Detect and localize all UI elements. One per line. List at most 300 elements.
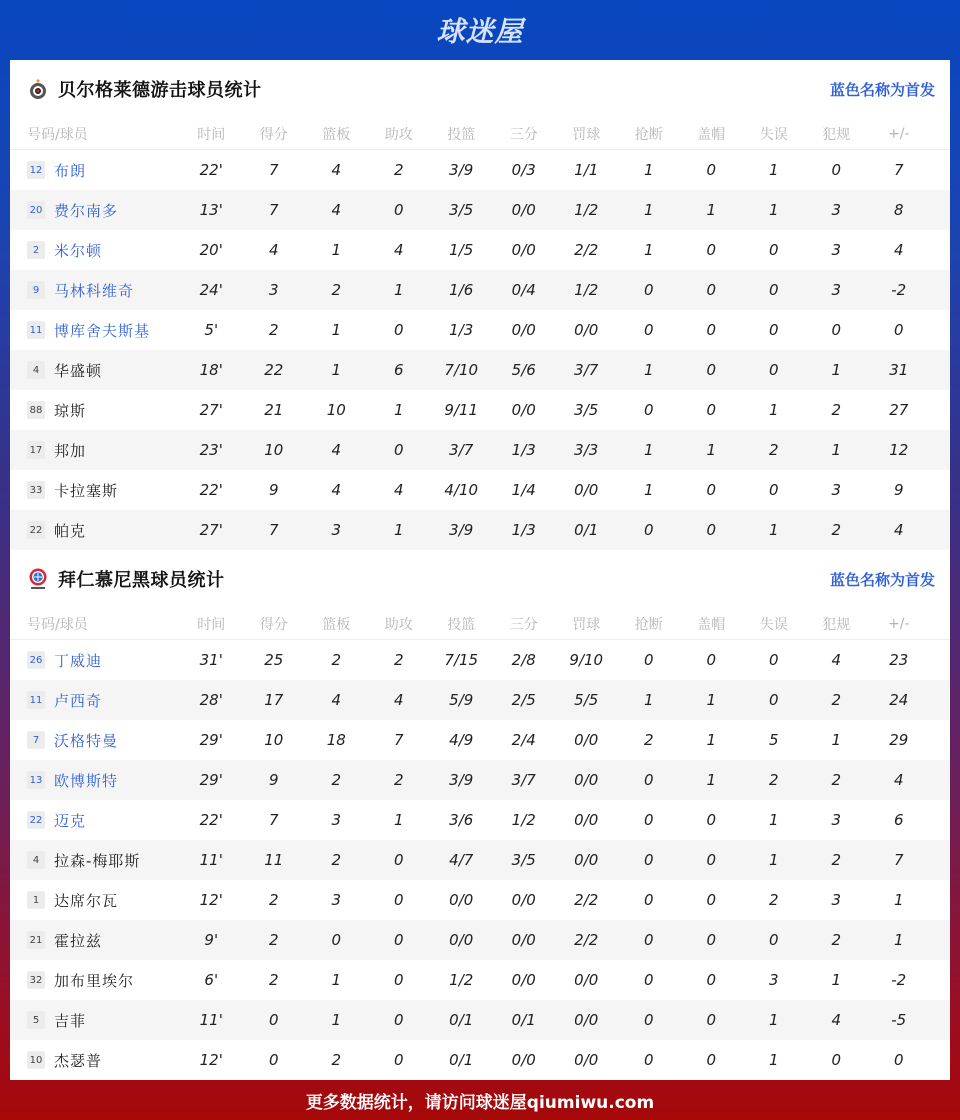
jersey-number: 88: [27, 401, 45, 419]
stat-turnovers: 1: [768, 1051, 779, 1069]
stats-card: [10, 60, 950, 1080]
jersey-number: 9: [27, 281, 45, 299]
player-name[interactable]: 费尔南多: [54, 201, 119, 220]
stat-blocks: 0: [706, 931, 717, 949]
stat-turnovers: 2: [768, 891, 779, 909]
player-row[interactable]: [10, 470, 950, 510]
stat-free-throws: 9/10: [569, 651, 604, 669]
stat-assists: 4: [393, 241, 404, 259]
stat-steals: 0: [643, 811, 654, 829]
stat-points: 9: [268, 481, 279, 499]
stat-points: 17: [264, 691, 284, 709]
jersey-number: 11: [27, 321, 45, 339]
stat-free-throws: 2/2: [574, 891, 599, 909]
stat-rebounds: 2: [331, 771, 342, 789]
jersey-number: 5: [27, 1011, 45, 1029]
stat-turnovers: 0: [768, 481, 779, 499]
stat-blocks: 0: [706, 481, 717, 499]
stat-fouls: 3: [831, 891, 842, 909]
stat-minutes: 12': [199, 1051, 223, 1069]
stat-steals: 0: [643, 521, 654, 539]
stat-fouls: 2: [831, 771, 842, 789]
player-row[interactable]: [10, 270, 950, 310]
stat-three-pointers: 1/2: [511, 811, 536, 829]
player-row[interactable]: [10, 800, 950, 840]
player-row[interactable]: [10, 310, 950, 350]
stat-rebounds: 2: [331, 651, 342, 669]
stat-blocks: 1: [706, 771, 717, 789]
stat-plus-minus: 12: [889, 441, 909, 459]
stat-free-throws: 1/2: [574, 201, 599, 219]
col-header-blocks: 盖帽: [697, 616, 726, 633]
jersey-number: 20: [27, 201, 45, 219]
stat-fouls: 4: [831, 1011, 842, 1029]
jersey-number: 2: [27, 241, 45, 259]
stat-three-pointers: 1/3: [511, 521, 536, 539]
player-name[interactable]: 邦加: [54, 441, 87, 460]
stat-plus-minus: 7: [893, 851, 904, 869]
player-row[interactable]: [10, 390, 950, 430]
col-header-minutes: 时间: [197, 126, 226, 143]
col-header-assists: 助攻: [384, 616, 413, 633]
player-name[interactable]: 博库舍夫斯基: [54, 321, 151, 340]
stat-field-goals: 7/15: [444, 651, 479, 669]
player-row[interactable]: [10, 680, 950, 720]
stat-blocks: 0: [706, 1011, 717, 1029]
player-name[interactable]: 琼斯: [54, 401, 87, 420]
starter-legend: 蓝色名称为首发: [829, 570, 935, 589]
player-name[interactable]: 沃格特曼: [54, 731, 119, 750]
player-name[interactable]: 欧博斯特: [54, 771, 119, 790]
stat-blocks: 0: [706, 971, 717, 989]
col-header-field-goals: 投篮: [447, 126, 476, 143]
stat-field-goals: 0/1: [449, 1051, 474, 1069]
stat-turnovers: 1: [768, 851, 779, 869]
stat-field-goals: 3/7: [449, 441, 474, 459]
stat-blocks: 1: [706, 201, 717, 219]
stat-fouls: 1: [831, 441, 842, 459]
player-name[interactable]: 马林科维奇: [54, 281, 135, 300]
stat-rebounds: 3: [331, 521, 342, 539]
jersey-number: 22: [27, 521, 45, 539]
stat-free-throws: 3/3: [574, 441, 599, 459]
stat-field-goals: 3/9: [449, 521, 474, 539]
stat-steals: 0: [643, 281, 654, 299]
stat-points: 2: [268, 931, 279, 949]
partizan-crest-icon: [28, 78, 48, 100]
stat-field-goals: 3/6: [449, 811, 474, 829]
stat-plus-minus: 29: [889, 731, 909, 749]
stat-three-pointers: 0/0: [511, 931, 536, 949]
stat-plus-minus: 1: [893, 891, 904, 909]
col-header-free-throws: 罚球: [572, 126, 601, 143]
player-name[interactable]: 卡拉塞斯: [54, 481, 119, 500]
stat-plus-minus: 0: [893, 1051, 904, 1069]
stat-rebounds: 4: [331, 481, 342, 499]
stat-fouls: 2: [831, 401, 842, 419]
team-header: [10, 550, 950, 608]
stat-minutes: 22': [199, 161, 223, 179]
stat-free-throws: 0/0: [574, 771, 599, 789]
stat-three-pointers: 0/0: [511, 201, 536, 219]
player-row[interactable]: [10, 350, 950, 390]
stat-rebounds: 1: [331, 321, 342, 339]
stat-three-pointers: 0/0: [511, 891, 536, 909]
stat-field-goals: 1/2: [449, 971, 474, 989]
stat-three-pointers: 1/4: [511, 481, 536, 499]
player-cell: [10, 850, 180, 871]
player-row[interactable]: [10, 190, 950, 230]
stat-turnovers: 3: [768, 971, 779, 989]
stat-field-goals: 4/7: [449, 851, 474, 869]
col-header-minutes: 时间: [197, 616, 226, 633]
stat-steals: 1: [643, 361, 654, 379]
stat-field-goals: 3/5: [449, 201, 474, 219]
stat-rebounds: 1: [331, 361, 342, 379]
jersey-number: 26: [27, 651, 45, 669]
player-row[interactable]: [10, 840, 950, 880]
stat-free-throws: 0/0: [574, 1011, 599, 1029]
player-name[interactable]: 达席尔瓦: [54, 891, 119, 910]
stat-three-pointers: 2/8: [511, 651, 536, 669]
player-row[interactable]: [10, 760, 950, 800]
stat-blocks: 0: [706, 321, 717, 339]
stat-points: 0: [268, 1011, 279, 1029]
stat-blocks: 0: [706, 851, 717, 869]
stat-three-pointers: 0/3: [511, 161, 536, 179]
stat-free-throws: 0/0: [574, 811, 599, 829]
player-row[interactable]: [10, 230, 950, 270]
stat-field-goals: 1/6: [449, 281, 474, 299]
stat-turnovers: 2: [768, 441, 779, 459]
stat-blocks: 0: [706, 891, 717, 909]
jersey-number: 4: [27, 361, 45, 379]
stat-free-throws: 0/0: [574, 1051, 599, 1069]
stat-steals: 0: [643, 1011, 654, 1029]
jersey-number: 10: [27, 1051, 45, 1069]
stat-turnovers: 1: [768, 811, 779, 829]
team-title: 拜仁慕尼黑球员统计: [58, 570, 225, 591]
stat-blocks: 1: [706, 691, 717, 709]
col-header-turnovers: 失误: [759, 126, 788, 143]
stat-blocks: 0: [706, 401, 717, 419]
jersey-number: 32: [27, 971, 45, 989]
stat-free-throws: 2/2: [574, 931, 599, 949]
stat-turnovers: 0: [768, 321, 779, 339]
stat-assists: 1: [393, 521, 404, 539]
stat-steals: 0: [643, 851, 654, 869]
stat-steals: 1: [643, 201, 654, 219]
stat-plus-minus: -2: [891, 281, 907, 299]
jersey-number: 13: [27, 771, 45, 789]
stat-fouls: 0: [831, 161, 842, 179]
stat-fouls: 3: [831, 241, 842, 259]
col-header-assists: 助攻: [384, 126, 413, 143]
stat-field-goals: 4/10: [444, 481, 479, 499]
stat-plus-minus: 27: [889, 401, 909, 419]
stat-turnovers: 1: [768, 161, 779, 179]
stat-rebounds: 1: [331, 241, 342, 259]
stat-fouls: 2: [831, 931, 842, 949]
stat-minutes: 29': [199, 731, 223, 749]
stat-fouls: 2: [831, 851, 842, 869]
stat-fouls: 3: [831, 281, 842, 299]
stat-plus-minus: 7: [893, 161, 904, 179]
stat-rebounds: 4: [331, 161, 342, 179]
stat-assists: 4: [393, 481, 404, 499]
jersey-number: 33: [27, 481, 45, 499]
player-cell: [10, 280, 180, 301]
player-cell: [10, 770, 180, 791]
stat-plus-minus: 8: [893, 201, 904, 219]
player-row[interactable]: [10, 640, 950, 680]
stat-three-pointers: 0/0: [511, 401, 536, 419]
stat-blocks: 0: [706, 241, 717, 259]
stat-plus-minus: 23: [889, 651, 909, 669]
team-title: 贝尔格莱德游击球员统计: [58, 80, 262, 101]
stat-plus-minus: 9: [893, 481, 904, 499]
player-row[interactable]: [10, 960, 950, 1000]
col-header-points: 得分: [259, 126, 288, 143]
player-cell: [10, 810, 180, 831]
stat-blocks: 0: [706, 651, 717, 669]
stat-points: 11: [264, 851, 284, 869]
stat-rebounds: 2: [331, 851, 342, 869]
footer-text: 更多数据统计，请访问球迷屋qiumiwu.com: [305, 1092, 655, 1113]
stat-turnovers: 1: [768, 401, 779, 419]
stat-turnovers: 5: [768, 731, 779, 749]
stat-steals: 1: [643, 161, 654, 179]
player-row[interactable]: [10, 1000, 950, 1040]
bayern-crest-icon: [28, 568, 48, 590]
stat-rebounds: 4: [331, 691, 342, 709]
stat-points: 10: [264, 441, 284, 459]
stat-minutes: 5': [204, 321, 219, 339]
jersey-number: 4: [27, 851, 45, 869]
stat-plus-minus: 4: [893, 521, 904, 539]
player-name[interactable]: 布朗: [54, 161, 87, 180]
stat-three-pointers: 3/7: [511, 771, 536, 789]
jersey-number: 17: [27, 441, 45, 459]
player-name[interactable]: 加布里埃尔: [54, 971, 135, 990]
player-cell: [10, 1010, 180, 1031]
stat-three-pointers: 3/5: [511, 851, 536, 869]
stat-points: 7: [268, 811, 279, 829]
jersey-number: 1: [27, 891, 45, 909]
stat-turnovers: 0: [768, 281, 779, 299]
stat-turnovers: 0: [768, 931, 779, 949]
stat-steals: 2: [643, 731, 654, 749]
stat-assists: 1: [393, 811, 404, 829]
player-cell: [10, 320, 180, 341]
stat-field-goals: 1/5: [449, 241, 474, 259]
stat-fouls: 2: [831, 691, 842, 709]
stat-minutes: 18': [199, 361, 223, 379]
stat-rebounds: 4: [331, 201, 342, 219]
stat-minutes: 27': [199, 521, 223, 539]
stat-points: 22: [264, 361, 284, 379]
player-name[interactable]: 米尔顿: [54, 241, 103, 260]
stat-field-goals: 0/1: [449, 1011, 474, 1029]
player-cell: [10, 970, 180, 991]
stat-fouls: 1: [831, 361, 842, 379]
col-header-steals: 抢断: [634, 126, 663, 143]
player-cell: [10, 240, 180, 261]
stat-free-throws: 0/0: [574, 731, 599, 749]
player-row[interactable]: [10, 1040, 950, 1080]
stat-plus-minus: 0: [893, 321, 904, 339]
stat-fouls: 3: [831, 201, 842, 219]
stat-minutes: 22': [199, 481, 223, 499]
stat-blocks: 0: [706, 1051, 717, 1069]
col-header-rebounds: 篮板: [322, 126, 351, 143]
stat-points: 21: [264, 401, 284, 419]
col-header-fouls: 犯规: [822, 616, 851, 633]
stat-blocks: 0: [706, 811, 717, 829]
player-name[interactable]: 拉森-梅耶斯: [54, 851, 141, 870]
brand-logo-text: 球迷屋: [436, 15, 524, 48]
stat-plus-minus: -5: [891, 1011, 907, 1029]
stat-rebounds: 2: [331, 1051, 342, 1069]
stat-minutes: 31': [199, 651, 223, 669]
stat-rebounds: 1: [331, 1011, 342, 1029]
col-header-player: 号码/球员: [27, 616, 88, 633]
stat-assists: 7: [393, 731, 404, 749]
stat-fouls: 3: [831, 811, 842, 829]
stat-rebounds: 0: [331, 931, 342, 949]
player-row[interactable]: [10, 510, 950, 550]
col-header-plus-minus: +/-: [888, 125, 910, 142]
stat-minutes: 24': [199, 281, 223, 299]
stat-three-pointers: 0/0: [511, 321, 536, 339]
stat-plus-minus: -2: [891, 971, 907, 989]
stat-fouls: 0: [831, 1051, 842, 1069]
stat-three-pointers: 1/3: [511, 441, 536, 459]
stat-points: 4: [268, 241, 279, 259]
stat-minutes: 9': [204, 931, 219, 949]
stat-turnovers: 0: [768, 691, 779, 709]
player-cell: [10, 440, 180, 461]
player-cell: [10, 480, 180, 501]
col-header-rebounds: 篮板: [322, 616, 351, 633]
stat-steals: 0: [643, 931, 654, 949]
stat-points: 7: [268, 161, 279, 179]
stat-plus-minus: 31: [889, 361, 909, 379]
stat-steals: 1: [643, 241, 654, 259]
stat-turnovers: 1: [768, 201, 779, 219]
stat-fouls: 0: [831, 321, 842, 339]
footer-banner[interactable]: [0, 1080, 960, 1120]
player-cell: [10, 930, 180, 951]
stat-field-goals: 7/10: [444, 361, 479, 379]
player-cell: [10, 360, 180, 381]
col-header-three-pointers: 三分: [509, 616, 538, 633]
jersey-number: 7: [27, 731, 45, 749]
stat-rebounds: 2: [331, 281, 342, 299]
player-name[interactable]: 帕克: [54, 521, 87, 540]
stat-blocks: 0: [706, 521, 717, 539]
stat-turnovers: 0: [768, 361, 779, 379]
stat-minutes: 12': [199, 891, 223, 909]
stat-rebounds: 1: [331, 971, 342, 989]
player-row[interactable]: [10, 720, 950, 760]
player-name[interactable]: 杰瑟普: [54, 1051, 103, 1070]
stat-plus-minus: 24: [889, 691, 909, 709]
jersey-number: 22: [27, 811, 45, 829]
stat-points: 7: [268, 521, 279, 539]
stat-blocks: 1: [706, 731, 717, 749]
stat-rebounds: 3: [331, 811, 342, 829]
table-header: [10, 118, 950, 150]
player-row[interactable]: [10, 150, 950, 190]
stat-steals: 0: [643, 651, 654, 669]
stat-minutes: 11': [199, 851, 223, 869]
col-header-free-throws: 罚球: [572, 616, 601, 633]
stat-plus-minus: 4: [893, 771, 904, 789]
stat-steals: 1: [643, 481, 654, 499]
player-name[interactable]: 卢西奇: [54, 691, 103, 710]
stat-steals: 0: [643, 891, 654, 909]
stat-assists: 6: [393, 361, 404, 379]
player-name[interactable]: 华盛顿: [54, 361, 103, 380]
stat-field-goals: 0/0: [449, 891, 474, 909]
stat-fouls: 3: [831, 481, 842, 499]
stat-free-throws: 0/0: [574, 971, 599, 989]
stat-fouls: 1: [831, 971, 842, 989]
player-row[interactable]: [10, 880, 950, 920]
stat-free-throws: 1/1: [574, 161, 599, 179]
starter-legend: 蓝色名称为首发: [829, 80, 935, 99]
stat-free-throws: 3/5: [574, 401, 599, 419]
stat-minutes: 27': [199, 401, 223, 419]
stat-blocks: 0: [706, 161, 717, 179]
stat-turnovers: 1: [768, 521, 779, 539]
stat-field-goals: 3/9: [449, 161, 474, 179]
stat-assists: 1: [393, 401, 404, 419]
stat-free-throws: 3/7: [574, 361, 599, 379]
stat-points: 0: [268, 1051, 279, 1069]
stat-turnovers: 1: [768, 1011, 779, 1029]
col-header-turnovers: 失误: [759, 616, 788, 633]
stat-free-throws: 1/2: [574, 281, 599, 299]
stat-assists: 2: [393, 161, 404, 179]
stat-three-pointers: 2/4: [511, 731, 536, 749]
stat-minutes: 20': [199, 241, 223, 259]
player-row[interactable]: [10, 430, 950, 470]
col-header-steals: 抢断: [634, 616, 663, 633]
stat-assists: 0: [393, 1011, 404, 1029]
player-cell: [10, 730, 180, 751]
stat-assists: 0: [393, 1051, 404, 1069]
player-name[interactable]: 吉菲: [54, 1011, 87, 1030]
stat-free-throws: 0/0: [574, 321, 599, 339]
player-name[interactable]: 迈克: [54, 811, 87, 830]
jersey-number: 11: [27, 691, 45, 709]
stat-steals: 0: [643, 321, 654, 339]
stat-assists: 0: [393, 891, 404, 909]
stat-turnovers: 0: [768, 241, 779, 259]
player-name[interactable]: 丁威迪: [54, 651, 103, 670]
col-header-blocks: 盖帽: [697, 126, 726, 143]
stat-assists: 0: [393, 201, 404, 219]
stat-rebounds: 18: [326, 731, 346, 749]
player-name[interactable]: 霍拉兹: [54, 931, 103, 950]
jersey-number: 21: [27, 931, 45, 949]
player-cell: [10, 650, 180, 671]
player-row[interactable]: [10, 920, 950, 960]
stat-three-pointers: 0/4: [511, 281, 536, 299]
stat-field-goals: 9/11: [444, 401, 479, 419]
